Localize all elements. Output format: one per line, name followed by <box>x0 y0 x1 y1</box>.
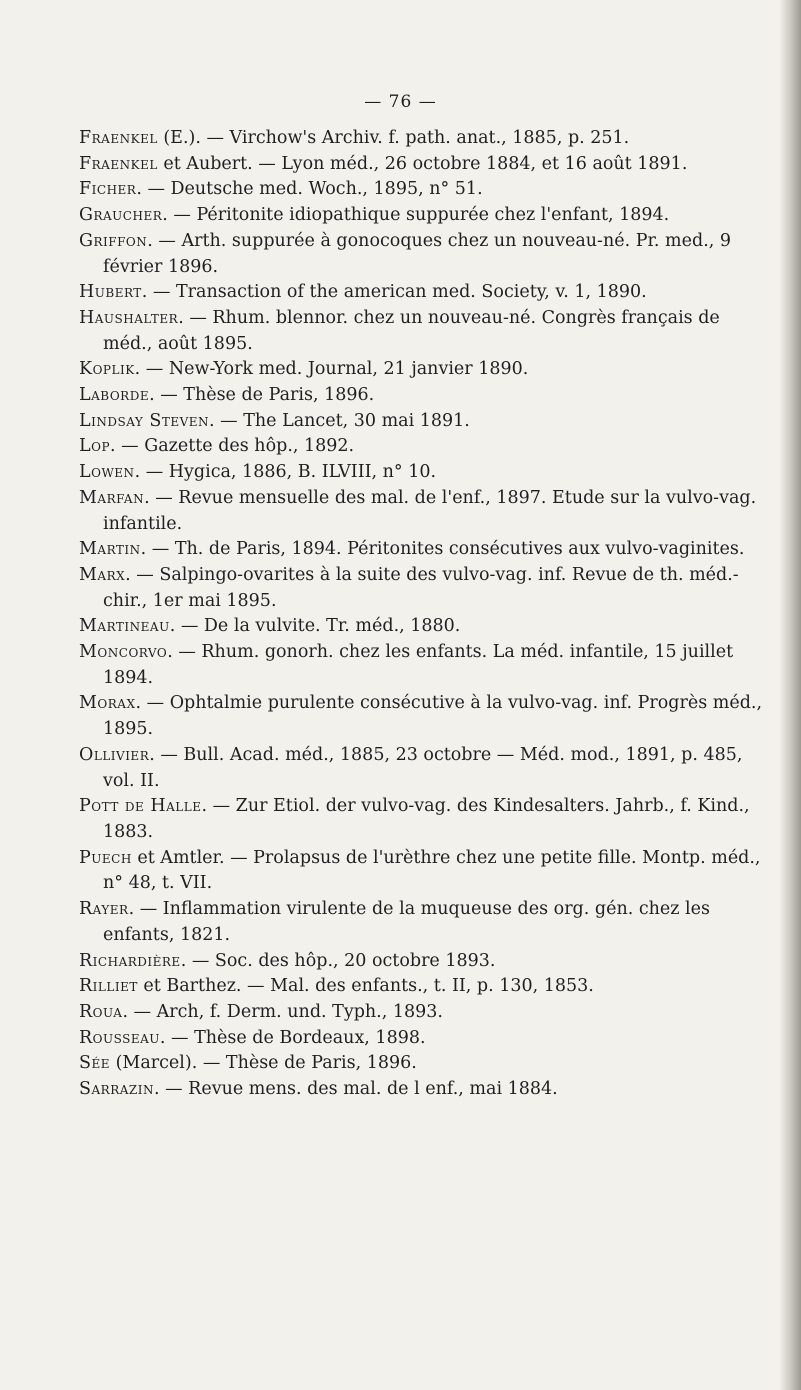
reference-author: Richardière <box>79 950 181 971</box>
reference-entry <box>79 614 769 640</box>
reference-entry <box>79 949 769 975</box>
reference-entry <box>79 434 769 460</box>
reference-entry <box>79 1051 769 1077</box>
reference-author: Ollivier <box>79 744 150 765</box>
reference-text: . — Revue mens. des mal. de l enf., mai 1884. <box>153 1079 558 1100</box>
reference-entry <box>79 177 769 203</box>
reference-author: Puech <box>79 847 132 868</box>
reference-text: . — Hygica, 1886, B. ILVIII, n° 10. <box>134 462 437 483</box>
reference-entry <box>79 563 769 614</box>
reference-author: Fraenkel <box>79 153 158 174</box>
reference-text: . — Zur Etiol. der vulvo-vag. des Kindesalters. Jahrb., f. Kind., 1883. <box>103 796 750 842</box>
reference-author: Sarrazin <box>79 1079 154 1100</box>
reference-author: Pott de Halle <box>79 796 202 817</box>
reference-text: . — Rhum. gonorh. chez les enfants. La méd. infantile, 15 juillet 1894. <box>103 642 734 688</box>
reference-text: . — Arch, f. Derm. und. Typh., 1893. <box>122 1001 443 1022</box>
reference-entry <box>79 1026 769 1052</box>
reference-text: . — Th. de Paris, 1894. Péritonites consécutives aux vulvo-vaginites. <box>140 539 745 560</box>
reference-entry <box>79 126 769 152</box>
reference-author: Lindsay Steven <box>79 410 210 431</box>
reference-entry <box>79 152 769 178</box>
reference-text: . — Thèse de Bordeaux, 1898. <box>159 1027 426 1048</box>
reference-entry <box>79 203 769 229</box>
reference-author: Rilliet <box>79 976 138 997</box>
reference-text: et Barthez. — Mal. des enfants., t. II, p. 130, 1853. <box>137 976 594 997</box>
reference-text: . — Péritonite idiopathique suppurée chez l'enfant, 1894. <box>162 205 670 226</box>
reference-text: et Aubert. — Lyon méd., 26 octobre 1884, et 16 août 1891. <box>157 153 688 174</box>
reference-author: Rayer <box>79 899 129 920</box>
reference-author: Moncorvo <box>79 642 168 663</box>
reference-entry <box>79 537 769 563</box>
reference-author: Rousseau <box>79 1027 160 1048</box>
reference-text: . — Gazette des hôp., 1892. <box>110 436 355 457</box>
reference-author: Fraenkel <box>79 128 158 148</box>
reference-entry <box>79 846 769 897</box>
reference-entry <box>79 794 769 845</box>
reference-author: Graucher <box>79 205 163 226</box>
reference-author: Lop <box>79 436 111 457</box>
reference-author: Laborde <box>79 385 150 406</box>
page-number: — 76 — <box>364 92 437 112</box>
reference-author: Martin <box>79 539 141 560</box>
reference-text: . — Bull. Acad. méd., 1885, 23 octobre — Méd. mod., 1891, p. 485, vol. II. <box>103 744 743 791</box>
page-edge-shadow <box>779 0 801 1390</box>
reference-text: . — Revue mensuelle des mal. de l'enf., 1897. Etude sur la vulvo-vag. infantile. <box>103 487 757 534</box>
reference-author: Hubert <box>79 282 142 303</box>
reference-entry <box>79 640 769 691</box>
reference-entry <box>79 229 769 280</box>
reference-entry <box>79 357 769 383</box>
reference-author: Griffon <box>79 230 148 251</box>
reference-author: Morax <box>79 693 136 714</box>
reference-author: Marx <box>79 564 126 585</box>
reference-entry <box>79 409 769 435</box>
reference-entry <box>79 460 769 486</box>
reference-entry <box>79 280 769 306</box>
reference-text: . — The Lancet, 30 mai 1891. <box>209 410 470 431</box>
reference-entry <box>79 1000 769 1026</box>
reference-entry <box>79 383 769 409</box>
reference-text: . — Inflammation virulente de la muqueuse des org. gén. chez les enfants, 1821. <box>103 899 710 945</box>
reference-entry <box>79 486 769 537</box>
reference-text: . — New-York med. Journal, 21 janvier 1890. <box>134 359 529 380</box>
reference-author: Roua <box>79 1001 123 1022</box>
reference-text: . — Salpingo-ovarites à la suite des vulvo-vag. inf. Revue de th. méd.-chir., 1er mai 1895. <box>103 564 739 611</box>
reference-entry <box>79 974 769 1000</box>
reference-author: Haushalter <box>79 307 179 328</box>
reference-author: Ficher <box>79 179 137 200</box>
reference-text: et Amtler. — Prolapsus de l'urèthre chez une petite fille. Montp. méd., n° 48, t. VII. <box>103 847 761 894</box>
reference-text: (Marcel). — Thèse de Paris, 1896. <box>110 1053 417 1074</box>
reference-author: Lowen <box>79 462 135 483</box>
reference-author: Marfan <box>79 487 145 508</box>
reference-author: Koplik <box>79 359 135 380</box>
reference-text: . — Arth. suppurée à gonocoques chez un nouveau-né. Pr. med., 9 février 1896. <box>103 230 732 277</box>
reference-text: (E.). — Virchow's Archiv. f. path. anat., 1885, p. 251. <box>157 128 630 148</box>
reference-entry <box>79 306 769 357</box>
reference-entry <box>79 1077 769 1103</box>
reference-text: . — Transaction of the american med. Society, v. 1, 1890. <box>141 282 647 303</box>
reference-text: . — Deutsche med. Woch., 1895, n° 51. <box>136 179 483 200</box>
reference-text: . — Soc. des hôp., 20 octobre 1893. <box>180 950 496 971</box>
reference-list <box>79 126 769 1103</box>
reference-entry <box>79 743 769 794</box>
reference-entry <box>79 691 769 742</box>
reference-text: . — Thèse de Paris, 1896. <box>149 385 375 406</box>
reference-text: . — Ophtalmie purulente consécutive à la vulvo-vag. inf. Progrès méd., 1895. <box>103 693 763 740</box>
reference-author: Sée <box>79 1053 111 1074</box>
reference-text: . — Rhum. blennor. chez un nouveau-né. Congrès français de méd., août 1895. <box>103 307 720 354</box>
reference-author: Martineau <box>79 616 170 637</box>
reference-text: . — De la vulvite. Tr. méd., 1880. <box>169 616 461 637</box>
reference-entry <box>79 897 769 948</box>
